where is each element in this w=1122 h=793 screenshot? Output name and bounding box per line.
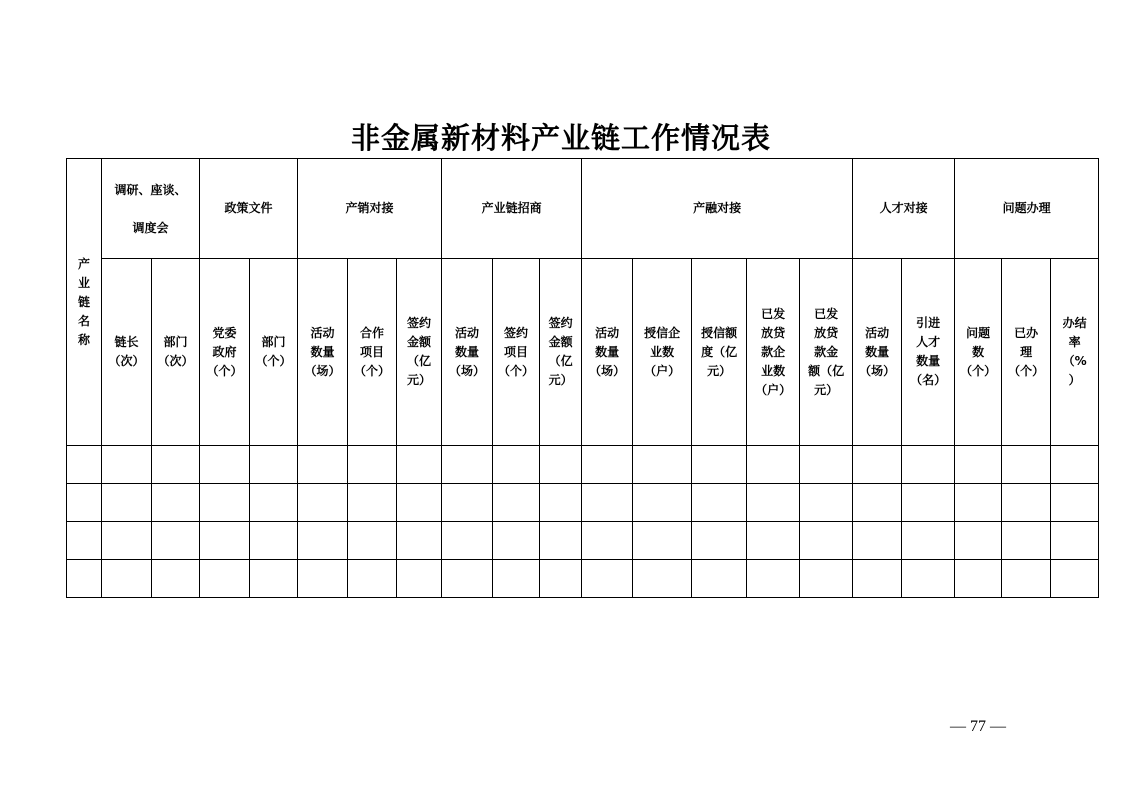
col-invest-projects: 签约 项目 （个）: [493, 259, 540, 446]
table-cell[interactable]: [152, 484, 200, 522]
table-cell[interactable]: [152, 560, 200, 598]
table-cell[interactable]: [493, 560, 540, 598]
table-cell[interactable]: [853, 484, 902, 522]
table-cell[interactable]: [200, 560, 250, 598]
header-chain-name: 产 业 链 名 称: [67, 159, 102, 446]
table-cell[interactable]: [853, 446, 902, 484]
table-cell[interactable]: [442, 522, 493, 560]
header-group-research: 调研、座谈、 调度会: [102, 159, 200, 259]
col-research-dept: 部门 （次）: [152, 259, 200, 446]
table-cell[interactable]: [747, 560, 800, 598]
table-cell[interactable]: [442, 560, 493, 598]
table-cell[interactable]: [152, 446, 200, 484]
table-cell[interactable]: [582, 522, 633, 560]
table-cell[interactable]: [692, 560, 747, 598]
table-cell[interactable]: [397, 560, 442, 598]
table-cell[interactable]: [102, 560, 152, 598]
table-cell[interactable]: [902, 560, 955, 598]
table-cell[interactable]: [298, 560, 348, 598]
table-cell[interactable]: [1051, 446, 1099, 484]
table-cell[interactable]: [800, 446, 853, 484]
table-cell[interactable]: [397, 484, 442, 522]
table-cell[interactable]: [298, 446, 348, 484]
col-fin-credit-ent: 授信企 业数 （户）: [633, 259, 692, 446]
header-group-policy: 政策文件: [200, 159, 298, 259]
table-cell[interactable]: [442, 446, 493, 484]
table-cell[interactable]: [102, 446, 152, 484]
col-issue-rate: 办结 率 （% ）: [1051, 259, 1099, 446]
table-cell[interactable]: [902, 484, 955, 522]
table-cell[interactable]: [955, 446, 1002, 484]
table-cell[interactable]: [633, 484, 692, 522]
col-invest-amount: 签约 金额 （亿 元）: [540, 259, 582, 446]
table-cell[interactable]: [800, 522, 853, 560]
table-cell[interactable]: [1002, 522, 1051, 560]
table-cell[interactable]: [800, 560, 853, 598]
table-cell[interactable]: [1051, 560, 1099, 598]
table-cell[interactable]: [67, 560, 102, 598]
table-cell[interactable]: [102, 484, 152, 522]
col-talent-activity: 活动 数量 （场）: [853, 259, 902, 446]
table-cell[interactable]: [1002, 560, 1051, 598]
work-status-table: [66, 158, 1099, 598]
table-cell[interactable]: [250, 522, 298, 560]
table-cell[interactable]: [540, 484, 582, 522]
table-cell[interactable]: [67, 446, 102, 484]
header-group-issues: 问题办理: [955, 159, 1099, 259]
page-title: 非金属新材料产业链工作情况表: [350, 121, 771, 155]
table-cell[interactable]: [250, 560, 298, 598]
table-cell[interactable]: [493, 484, 540, 522]
col-fin-loan-amt: 已发 放贷 款金 额（亿 元）: [800, 259, 853, 446]
col-policy-dept: 部门 （个）: [250, 259, 298, 446]
table-cell[interactable]: [582, 446, 633, 484]
table-cell[interactable]: [955, 522, 1002, 560]
table-cell[interactable]: [853, 522, 902, 560]
col-policy-party: 党委 政府 （个）: [200, 259, 250, 446]
table-cell[interactable]: [250, 446, 298, 484]
table-cell[interactable]: [800, 484, 853, 522]
table-cell[interactable]: [200, 522, 250, 560]
header-group-talent: 人才对接: [853, 159, 955, 259]
table-cell[interactable]: [67, 484, 102, 522]
table-row: [67, 484, 1099, 522]
table-cell[interactable]: [493, 522, 540, 560]
table-cell[interactable]: [540, 522, 582, 560]
table-row: [67, 446, 1099, 484]
col-research-leader: 链长 （次）: [102, 259, 152, 446]
header-group-sales: 产销对接: [298, 159, 442, 259]
col-issue-count: 问题 数 （个）: [955, 259, 1002, 446]
table-cell[interactable]: [348, 560, 397, 598]
table-cell[interactable]: [747, 484, 800, 522]
table-cell[interactable]: [152, 522, 200, 560]
table-cell[interactable]: [1002, 484, 1051, 522]
table-cell[interactable]: [397, 522, 442, 560]
table-cell[interactable]: [902, 446, 955, 484]
header-group-invest: 产业链招商: [442, 159, 582, 259]
table-cell[interactable]: [747, 446, 800, 484]
table-cell[interactable]: [902, 522, 955, 560]
table-cell[interactable]: [540, 446, 582, 484]
col-issue-done: 已办 理 （个）: [1002, 259, 1051, 446]
table-cell[interactable]: [692, 522, 747, 560]
table-row: [67, 560, 1099, 598]
table-cell[interactable]: [348, 522, 397, 560]
table-cell[interactable]: [692, 446, 747, 484]
table-cell[interactable]: [1002, 446, 1051, 484]
table-cell[interactable]: [348, 446, 397, 484]
table-cell[interactable]: [633, 560, 692, 598]
table-cell[interactable]: [397, 446, 442, 484]
table-cell[interactable]: [853, 560, 902, 598]
table-cell[interactable]: [102, 522, 152, 560]
col-invest-activity: 活动 数量 （场）: [442, 259, 493, 446]
col-sales-amount: 签约 金额 （亿 元）: [397, 259, 442, 446]
table-cell[interactable]: [582, 560, 633, 598]
table-cell[interactable]: [955, 560, 1002, 598]
header-group-finance: 产融对接: [582, 159, 853, 259]
table-cell[interactable]: [200, 446, 250, 484]
col-sales-activity: 活动 数量 （场）: [298, 259, 348, 446]
table-cell[interactable]: [67, 522, 102, 560]
table-cell[interactable]: [442, 484, 493, 522]
table-cell[interactable]: [348, 484, 397, 522]
table-row: [67, 522, 1099, 560]
table-cell[interactable]: [747, 522, 800, 560]
page-number: — 77 —: [950, 718, 1006, 735]
table-cell[interactable]: [493, 446, 540, 484]
col-fin-loan-ent: 已发 放贷 款企 业数 （户）: [747, 259, 800, 446]
table-cell[interactable]: [250, 484, 298, 522]
table-cell[interactable]: [1051, 484, 1099, 522]
col-talent-intro: 引进 人才 数量 （名）: [902, 259, 955, 446]
table-cell[interactable]: [540, 560, 582, 598]
table-cell[interactable]: [955, 484, 1002, 522]
table-cell[interactable]: [1051, 522, 1099, 560]
col-fin-activity: 活动 数量 （场）: [582, 259, 633, 446]
table-cell[interactable]: [298, 484, 348, 522]
col-sales-projects: 合作 项目 （个）: [348, 259, 397, 446]
table-cell[interactable]: [200, 484, 250, 522]
table-cell[interactable]: [633, 446, 692, 484]
table-cell[interactable]: [582, 484, 633, 522]
table-cell[interactable]: [633, 522, 692, 560]
col-fin-credit-amt: 授信额 度（亿 元）: [692, 259, 747, 446]
table-cell[interactable]: [692, 484, 747, 522]
table-cell[interactable]: [298, 522, 348, 560]
